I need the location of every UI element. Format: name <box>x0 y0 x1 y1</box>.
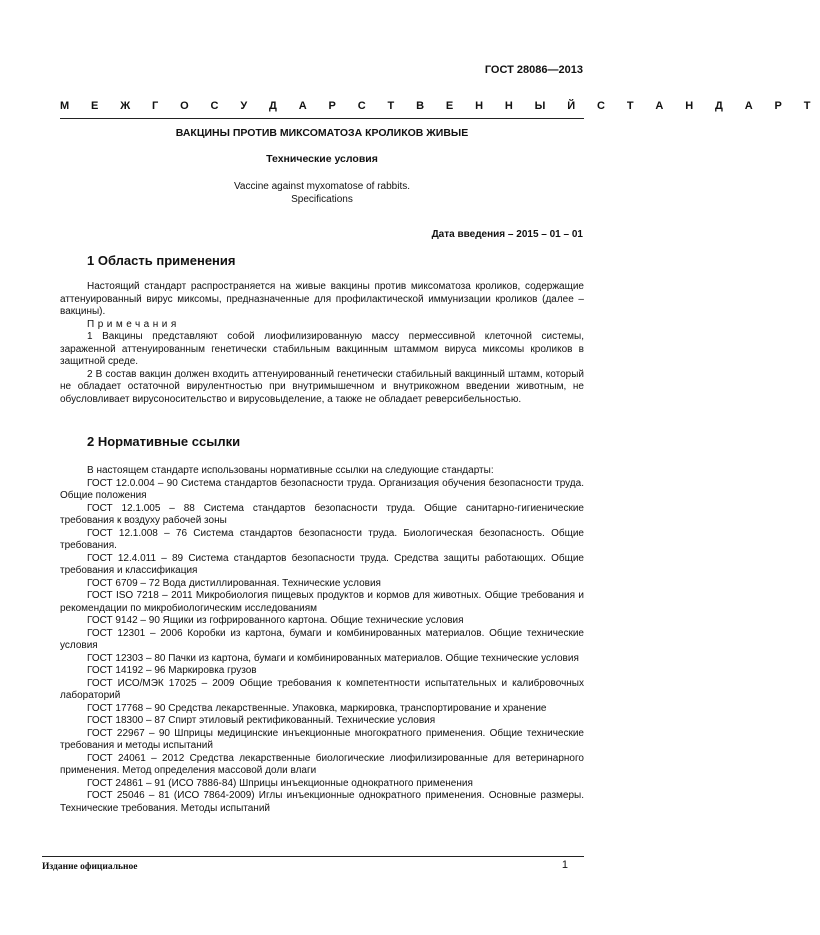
reference-item: ГОСТ 17768 – 90 Средства лекарственные. Упаковка, маркировка, транспортирование и хранение <box>87 702 547 714</box>
reference-item: ГОСТ 24861 – 91 (ИСО 7886-84) Шприцы инъекционные однократного применения <box>87 777 473 789</box>
section-1-heading: 1 Область применения <box>87 253 236 268</box>
reference-item: ГОСТ 9142 – 90 Ящики из гофрированного картона. Общие технические условия <box>87 615 464 626</box>
reference-item: ГОСТ 12.0.004 – 90 Система стандартов безопасности труда. Организация обучения безопасности труда. Общие положения <box>60 477 584 501</box>
footer-divider <box>42 856 584 857</box>
reference-item: ГОСТ 12301 – 2006 Коробки из картона, бумаги и комбинированных материалов. Общие технические условия <box>60 627 584 651</box>
reference-item: ГОСТ 25046 – 81 (ИСО 7864-2009) Иглы инъекционные однократного применения. Основные размеры. Технические требования. Методы испытаний <box>60 790 584 814</box>
edition-label: Издание официальное <box>42 862 138 872</box>
header-divider <box>60 118 584 119</box>
page-number: 1 <box>561 859 568 871</box>
note-item: 2 В состав вакцин должен входить аттенуированный генетически стабильный вакцинный штамм, который не обладает остаточной вирулентностью при внутримышечном и внутрикожном введении животным, не обусловливает вирусоносительство и вирусовыделение, а также не обладает реверсибельностью. <box>60 368 584 405</box>
notes-label: Примечания <box>87 318 180 330</box>
reference-item: ГОСТ 12303 – 80 Пачки из картона, бумаги и комбинированных материалов. Общие технические условия <box>87 652 579 664</box>
standard-type-banner: М Е Ж Г О С У Д А Р С Т В Е Н Н Ы Й С Т А Н Д А Р Т <box>60 100 820 112</box>
reference-item: ГОСТ 12.4.011 – 89 Система стандартов безопасности труда. Средства защиты работающих. Общие требования и классификация <box>60 552 584 576</box>
document-number: ГОСТ 28086—2013 <box>484 64 583 76</box>
reference-item: ГОСТ ISO 7218 – 2011 Микробиология пищевых продуктов и кормов для животных. Общие требования и рекомендации по микробиологическим исследованиям <box>60 590 584 614</box>
english-title <box>60 180 584 206</box>
reference-item: ГОСТ 18300 – 87 Спирт этиловый ректификованный. Технические условия <box>87 715 436 726</box>
document-title: ВАКЦИНЫ ПРОТИВ МИКСОМАТОЗА КРОЛИКОВ ЖИВЫЕ <box>175 127 469 139</box>
reference-item: ГОСТ 14192 – 96 Маркировка грузов <box>87 665 257 676</box>
reference-item: ГОСТ 12.1.005 – 88 Система стандартов безопасности труда. Общие санитарно-гигиенические требования к воздуху рабочей зоны <box>60 502 584 526</box>
english-title-line-2: Specifications <box>291 194 353 205</box>
section-1-body <box>60 281 584 406</box>
paragraph: В настоящем стандарте использованы нормативные ссылки на следующие стандарты: <box>87 465 494 476</box>
effective-date: Дата введения – 2015 – 01 – 01 <box>431 229 583 240</box>
reference-item: ГОСТ ИСО/МЭК 17025 – 2009 Общие требования к компетентности испытательных и калибровочных лабораторий <box>60 677 584 701</box>
section-2-heading: 2 Нормативные ссылки <box>87 434 241 449</box>
english-title-line-1: Vaccine against myxomatose of rabbits. <box>233 181 410 192</box>
document-subtitle: Технические условия <box>266 153 378 165</box>
reference-item: ГОСТ 22967 – 90 Шприцы медицинские инъекционные многократного применения. Общие технические требования и методы испытаний <box>60 727 584 751</box>
reference-item: ГОСТ 24061 – 2012 Средства лекарственные биологические лиофилизированные для ветеринарного применения. Метод определения массовой доли влаги <box>60 752 584 776</box>
note-item: 1 Вакцины представляют собой лиофилизированную массу пермессивной клеточной системы, зараженной аттенуированным генетически стабильным вакцинным штаммом вируса миксомы кроликов в защитной среде. <box>60 331 584 367</box>
reference-item: ГОСТ 12.1.008 – 76 Система стандартов безопасности труда. Биологическая безопасность. Общие требования. <box>60 527 584 551</box>
section-2-body <box>60 465 584 815</box>
paragraph: Настоящий стандарт распространяется на живые вакцины против миксоматоза кроликов, содержащие аттенуированный вирус миксомы, предназначенные для профилактической иммунизации кроликов (далее – вакцины). <box>60 281 584 317</box>
reference-item: ГОСТ 6709 – 72 Вода дистиллированная. Технические условия <box>87 577 381 589</box>
